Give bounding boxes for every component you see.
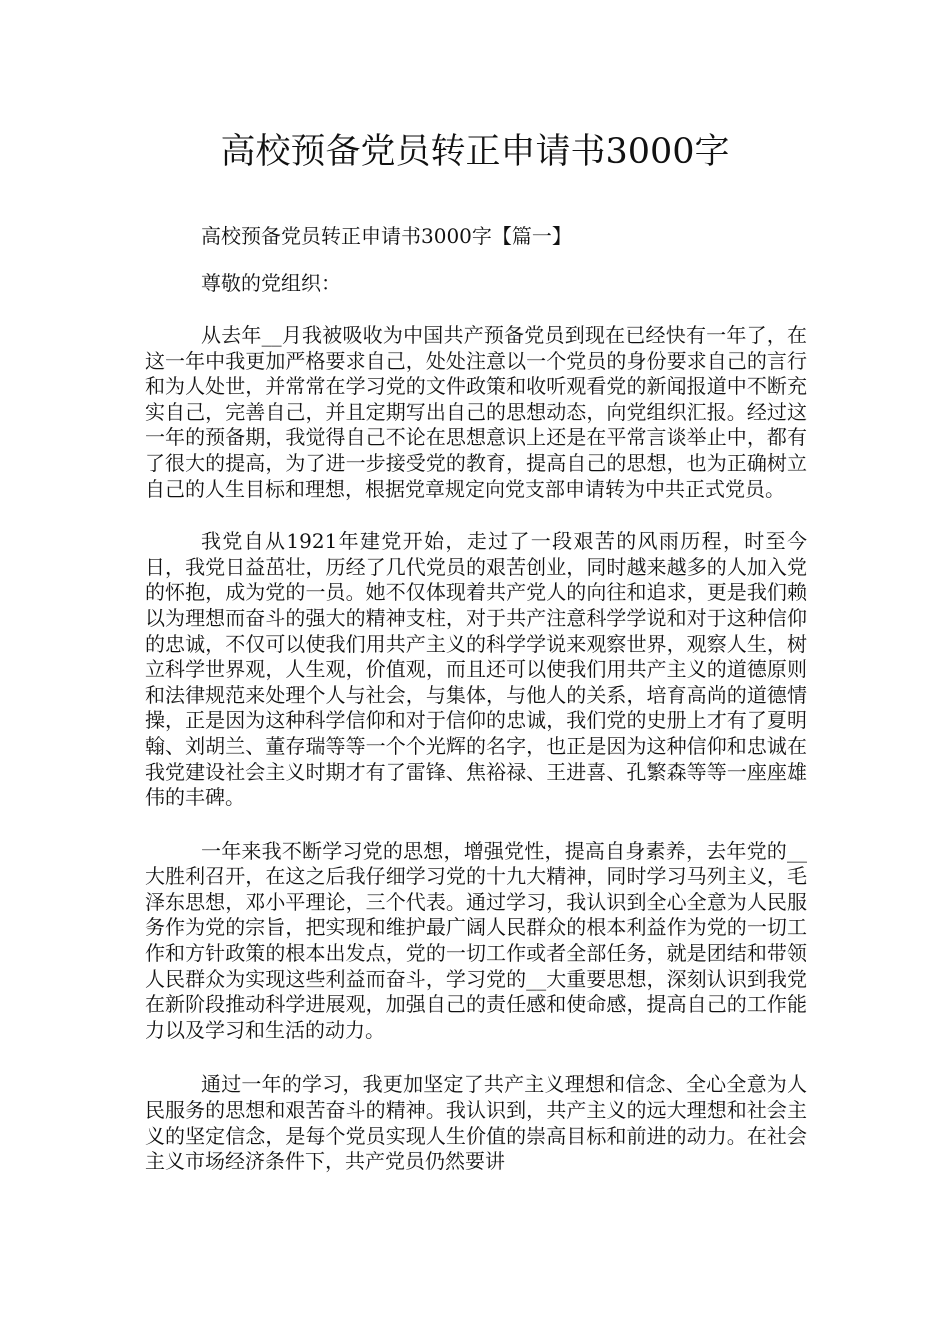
document-body — [145, 221, 807, 1175]
body-paragraph: 一年来我不断学习党的思想，增强党性，提高自身素养，去年党的__大胜利召开，在这之后我仔细学习党的十九大精神，同时学习马列主义，毛泽东思想，邓小平理论，三个代表。通过学习，我认识到全心全意为人民服务作为党的宗旨，把实现和维护最广阔人民群众的根本利益作为党的一切工作和方针政策的根本出发点，党的一切工作或者全部任务，就是团结和带领人民群众为实现这些利益而奋斗，学习党的__大重要思想，深刻认识到我党在新阶段推动科学进展观，加强自己的责任感和使命感，提高自己的工作能力以及学习和生活的动力。 — [145, 838, 807, 1042]
body-paragraph: 通过一年的学习，我更加坚定了共产主义理想和信念、全心全意为人民服务的思想和艰苦奋斗的精神。我认识到，共产主义的远大理想和社会主义的坚定信念，是每个党员实现人生价值的崇高目标和前进的动力。在社会主义市场经济条件下，共产党员仍然要讲 — [145, 1072, 807, 1174]
section-heading: 高校预备党员转正申请书3000字【篇一】 — [201, 224, 572, 248]
salutation: 尊敬的党组织： — [201, 271, 341, 295]
body-paragraph: 我党自从1921年建党开始，走过了一段艰苦的风雨历程，时至今日，我党日益茁壮，历经了几代党员的艰苦创业，同时越来越多的人加入党的怀抱，成为党的一员。她不仅体现着共产党人的向往和追求，更是我们赖以为理想而奋斗的强大的精神支柱，对于共产注意科学学说和对于这种信仰的忠诚，不仅可以使我们用共产主义的科学学说来观察世界，观察人生，树立科学世界观，人生观，价值观，而且还可以使我们用共产主义的道德原则和法律规范来处理个人与社会，与集体，与他人的关系，培育高尚的道德情操，正是因为这种科学信仰和对于信仰的忠诚，我们党的史册上才有了夏明翰、刘胡兰、董存瑞等等一个个光辉的名字，也正是因为这种信仰和忠诚在我党建设社会主义时期才有了雷锋、焦裕禄、王进喜、孔繁森等等一座座雄伟的丰碑。 — [145, 529, 807, 810]
document-title: 高校预备党员转正申请书3000字 — [220, 132, 730, 172]
body-paragraph: 从去年__月我被吸收为中国共产预备党员到现在已经快有一年了，在这一年中我更加严格要求自己，处处注意以一个党员的身份要求自己的言行和为人处世，并常常在学习党的文件政策和收听观看党的新闻报道中不断充实自己，完善自己，并且定期写出自己的思想动态，向党组织汇报。经过这一年的预备期，我觉得自己不论在思想意识上还是在平常言谈举止中，都有了很大的提高，为了进一步接受党的教育，提高自己的思想，也为正确树立自己的人生目标和理想，根据党章规定向党支部申请转为中共正式党员。 — [145, 323, 807, 501]
